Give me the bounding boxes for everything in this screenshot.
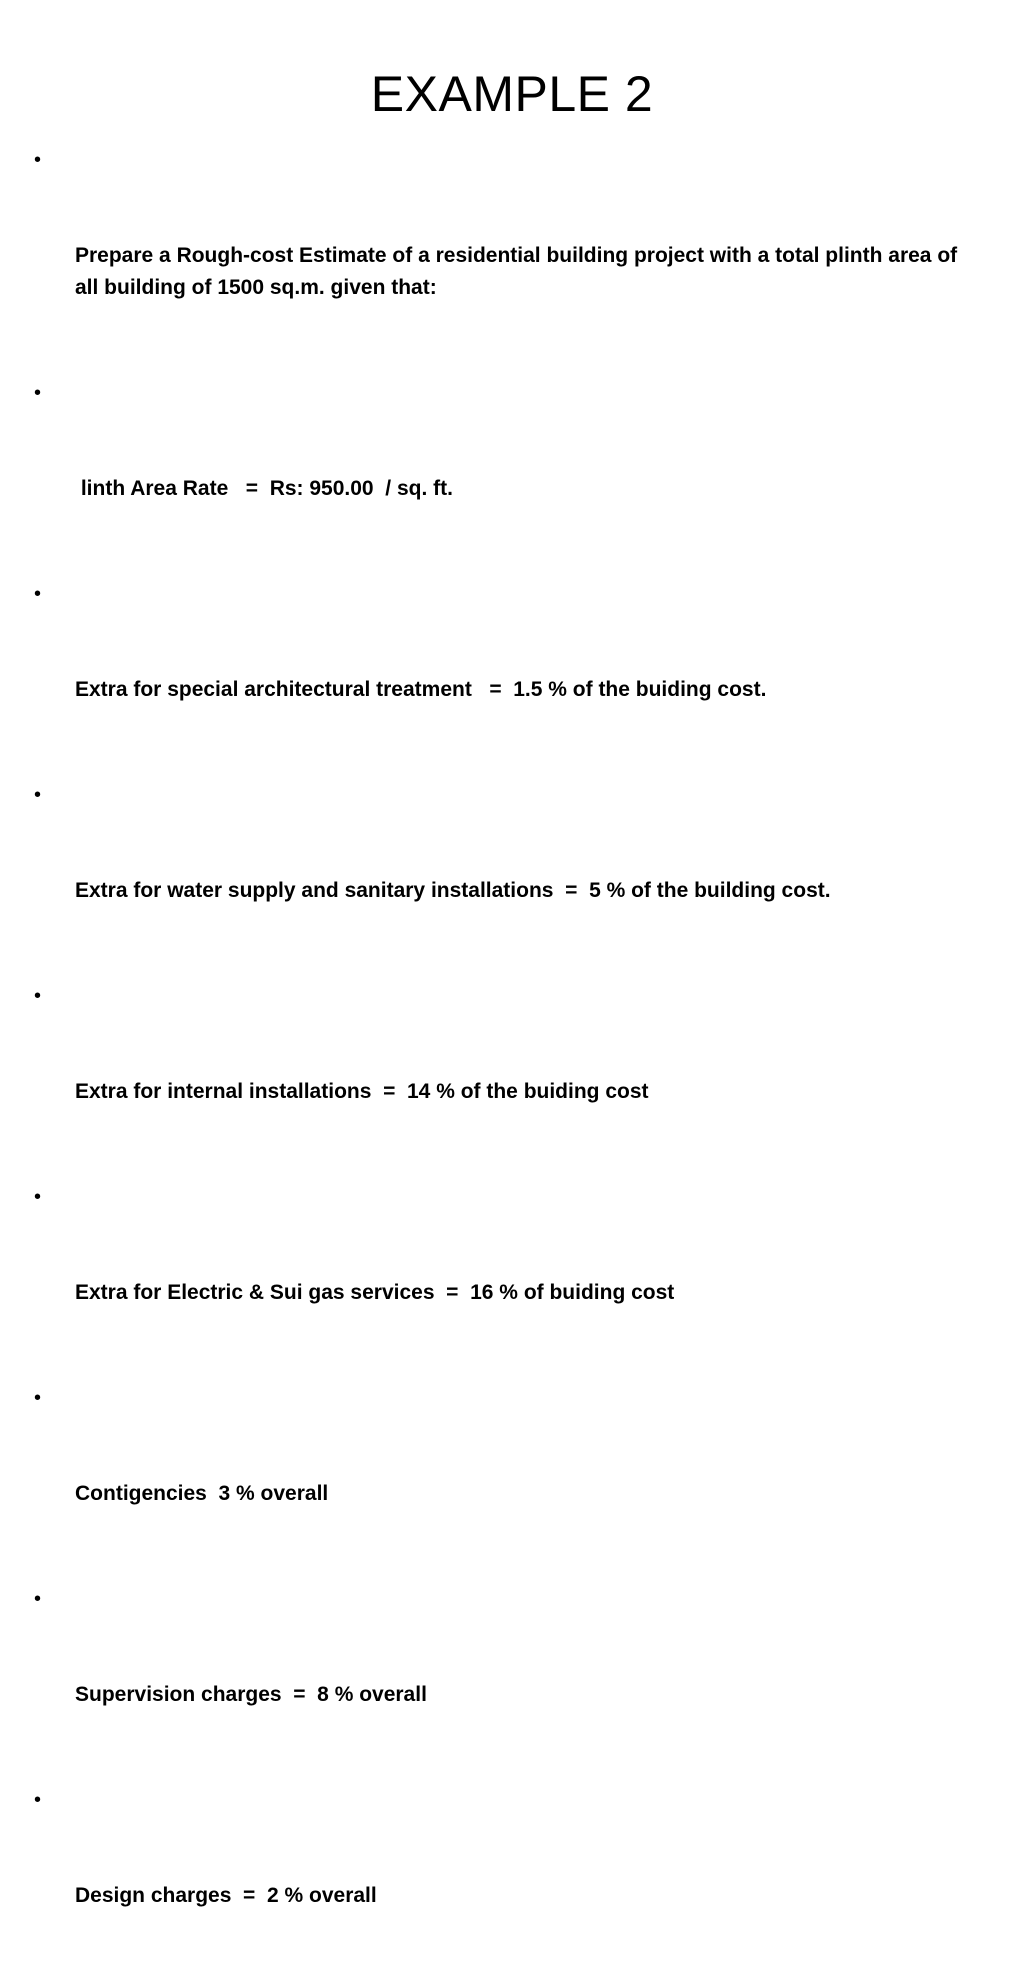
- bullet-icon: •: [34, 784, 42, 806]
- bullet-text: linth Area Rate = Rs: 950.00 / sq. ft.: [75, 477, 453, 500]
- bullet-text: Extra for Electric & Sui gas services = 16 % of buiding cost: [75, 1281, 675, 1304]
- list-item: [0, 1583, 1024, 1775]
- list-item: [0, 144, 1024, 368]
- bullet-text: Design charges = 2 % overall: [75, 1884, 377, 1907]
- bullet-text: Supervision charges = 8 % overall: [75, 1683, 427, 1706]
- list-item: [0, 1784, 1024, 1976]
- bullet-icon: •: [34, 1387, 42, 1409]
- bullet-icon: •: [34, 1588, 42, 1610]
- list-item: [0, 1382, 1024, 1574]
- bullet-icon: •: [34, 583, 42, 605]
- bullet-icon: •: [34, 985, 42, 1007]
- bullet-icon: •: [34, 1789, 42, 1811]
- list-item: [0, 1181, 1024, 1373]
- bullet-icon: •: [34, 1186, 42, 1208]
- list-item: [0, 578, 1024, 770]
- list-item: [0, 377, 1024, 569]
- slide-title: EXAMPLE 2: [370, 66, 654, 122]
- bullet-text: Extra for water supply and sanitary installations = 5 % of the building cost.: [75, 879, 831, 902]
- bullet-icon: •: [34, 382, 42, 404]
- list-item: [0, 980, 1024, 1172]
- bullet-text: Extra for special architectural treatment = 1.5 % of the buiding cost.: [75, 678, 767, 701]
- bullet-list: [0, 144, 1024, 1985]
- bullet-text: Contigencies 3 % overall: [75, 1482, 329, 1505]
- bullet-text: Extra for internal installations = 14 % of the buiding cost: [75, 1080, 649, 1103]
- list-item: [0, 779, 1024, 971]
- bullet-icon: •: [34, 149, 42, 171]
- bullet-text: Prepare a Rough-cost Estimate of a residential building project with a total plinth area of all building of 1500 sq.m. given that:: [75, 244, 963, 299]
